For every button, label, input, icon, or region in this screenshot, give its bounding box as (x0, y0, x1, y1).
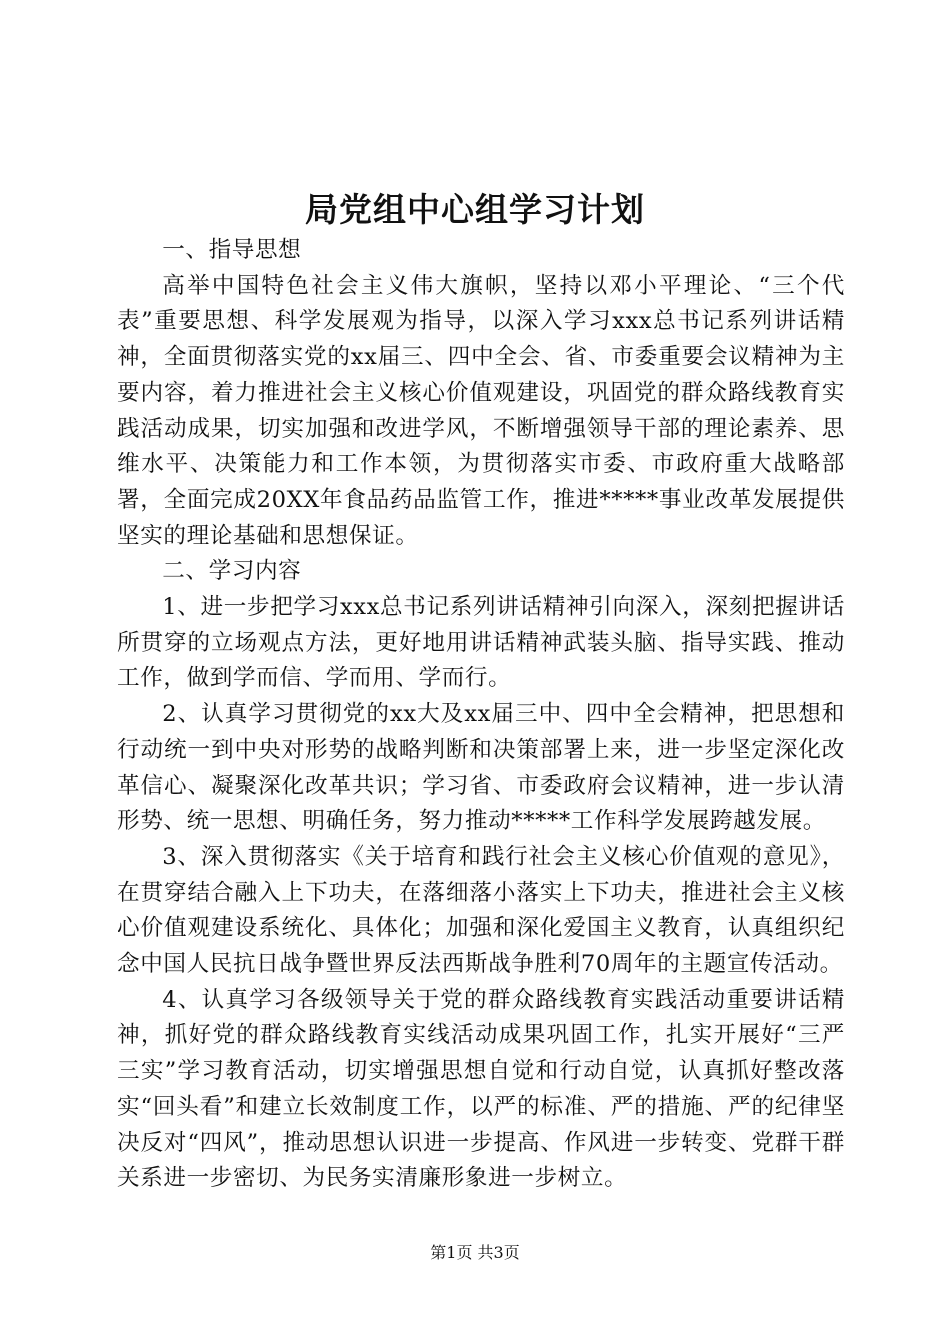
document-title: 局党组中心组学习计划 (305, 190, 645, 229)
paragraph-study-item-4: 4、认真学习各级领导关于党的群众路线教育实践活动重要讲话精神，抓好党的群众路线教育实线活动成果巩固工作，扎实开展好“三严三实”学习教育活动，切实增强思想自觉和行动自觉，认真抓好整改落实“回头看”和建立长效制度工作，以严的标准、严的措施、严的纪律坚决反对“四风”，推动思想认识进一步提高、作风进一步转变、党群干群关系进一步密切、为民务实清廉形象进一步树立。 (117, 986, 845, 1192)
paragraph-study-item-2: 2、认真学习贯彻党的xx大及xx届三中、四中全会精神，把思想和行动统一到中央对形势的战略判断和决策部署上来，进一步坚定深化改革信心、凝聚深化改革共识；学习省、市委政府会议精神，进一步认清形势、统一思想、明确任务，努力推动*****工作科学发展跨越发展。 (117, 701, 845, 835)
paragraph-study-item-3: 3、深入贯彻落实《关于培育和践行社会主义核心价值观的意见》，在贯穿结合融入上下功夫，在落细落小落实上下功夫，推进社会主义核心价值观建设系统化、具体化；加强和深化爱国主义教育，认真组织纪念中国人民抗日战争暨世界反法西斯战争胜利70周年的主题宣传活动。 (117, 843, 845, 978)
document-body (117, 233, 845, 1197)
paragraph-guiding-thought: 高举中国特色社会主义伟大旗帜，坚持以邓小平理论、“三个代表”重要思想、科学发展观为指导，以深入学习xxx总书记系列讲话精神，全面贯彻落实党的xx届三、四中全会、省、市委重要会议精神为主要内容，着力推进社会主义核心价值观建设，巩固党的群众路线教育实践活动成果，切实加强和改进学风，不断增强领导干部的理论素养、思维水平、决策能力和工作本领，为贯彻落实市委、市政府重大战略部署，全面完成20XX年食品药品监管工作，推进*****事业改革发展提供坚实的理论基础和思想保证。 (117, 272, 845, 549)
section-heading-study-content: 二、学习内容 (162, 558, 302, 585)
paragraph-study-item-1: 1、进一步把学习xxx总书记系列讲话精神引向深入，深刻把握讲话所贯穿的立场观点方法，更好地用讲话精神武装头脑、指导实践、推动工作，做到学而信、学而用、学而行。 (117, 594, 845, 692)
page-footer: 第1页 共3页 (430, 1243, 520, 1262)
section-heading-guiding-thought: 一、指导思想 (162, 237, 302, 263)
